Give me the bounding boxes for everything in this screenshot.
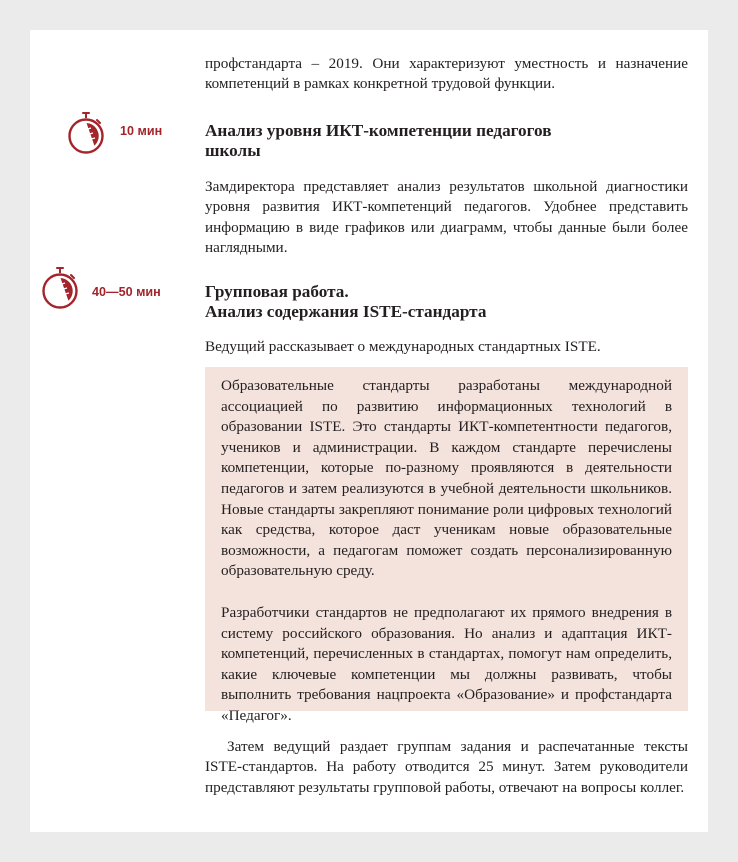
info-box-paragraph: Разработчики стандартов не предполагают их прямого внедрения в систему российского образования. Но анализ и адаптация ИКТ-компетенций, перечисленных в стандартах, помогут нам определить, какие ключевые компетенции мы должны развивать, чтобы выполнить требования нацпроекта «Образование» и профстандарта «Педагог».	[221, 604, 672, 724]
section-title-line: Анализ уровня ИКТ-компетенции педагогов	[205, 121, 552, 140]
section-body: Ведущий рассказывает о международных стандартных ISTE.	[205, 338, 601, 355]
section-title	[205, 121, 688, 161]
info-box	[205, 367, 688, 724]
duration-label: 40—50 мин	[92, 285, 161, 299]
stopwatch-icon	[65, 111, 105, 155]
section-title-line: школы	[205, 141, 261, 160]
section-body: Замдиректора представляет анализ результатов школьной диагностики уровня развития ИКТ-компетенций педагогов. Удобнее представить информацию в виде графиков или диаграмм, чтобы данные были более наглядными.	[205, 178, 688, 257]
duration-label: 10 мин	[120, 124, 163, 138]
section-title	[205, 282, 688, 322]
document-page	[30, 30, 708, 832]
intro-paragraph: профстандарта – 2019. Они характеризуют уместность и назначение компетенций в рамках конкретной трудовой функции.	[205, 55, 688, 93]
section-title-line: Групповая работа.	[205, 282, 349, 301]
stopwatch-icon	[39, 266, 79, 310]
section-title-line: Анализ содержания ISTE-стандарта	[205, 302, 487, 321]
closing-paragraph: Затем ведущий раздает группам задания и распечатанные тексты ISTE-стандартов. На работу отводится 25 минут. Затем руководители представляют результаты групповой работы, отвечают на вопросы коллег.	[205, 738, 688, 796]
info-box-paragraph: Образовательные стандарты разработаны международной ассоциацией по развитию информационных технологий в образовании ISTE. Это стандарты ИКТ-компетентности педагогов, учеников и администрации. В каждом стандарте перечислены компетенции, которые по-разному проявляются в деятельности педагогов и затем реализуются в учебной деятельности школьников. Новые стандарты закрепляют понимание роли цифровых технологий как средства, которое даст ученикам новые образовательные возможности, а педагогам поможет создать персонализированную образовательную среду.	[221, 377, 672, 580]
